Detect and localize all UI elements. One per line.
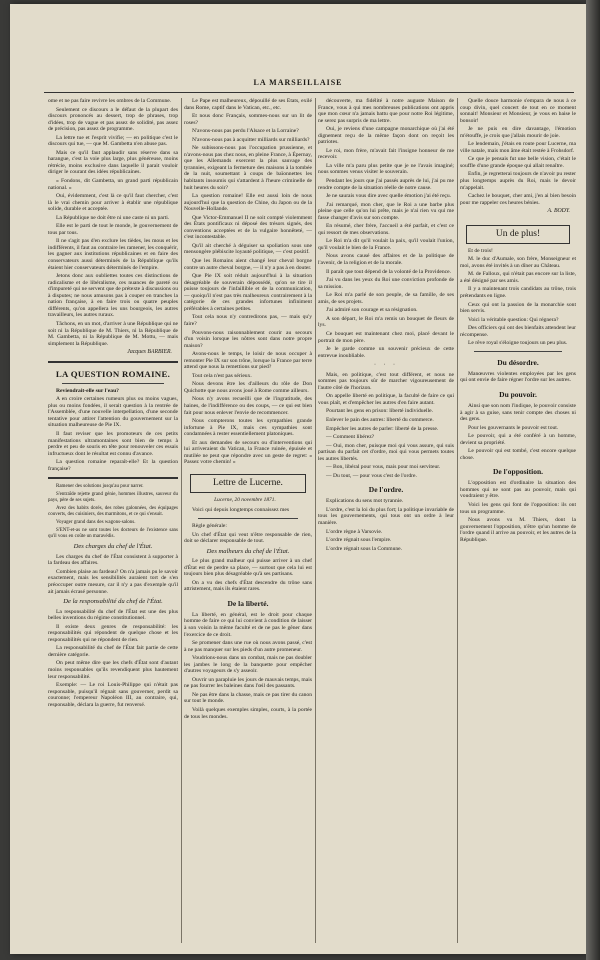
paragraph: J'ai remarqué, mon cher, que le Roi a une barbe plus pleine que celle qu'on lui prête, mais je n'ai rien vu qui me fasse changer d'avis sur son compte. <box>318 201 454 221</box>
paragraph: L'opposition est d'ordinaire la situation des hommes qui ne sont pas au pouvoir, mais qui voudraient y être. <box>460 480 576 500</box>
paragraph: Nous avons causé des affaires et de la politique de l'avenir, de la religion et de la morale. <box>318 253 454 267</box>
article-title: Un de plus! <box>495 228 541 239</box>
paragraph: ome et ne pas faire revivre les ombres de la Commune. <box>48 98 172 104</box>
letter-dateline: Lucerne, 20 novembre 1871. <box>214 496 276 503</box>
paragraph: Et nous donc Français, sommes-nous sur un lit de roses? <box>184 113 312 126</box>
paragraph: Ne subissons-nous pas l'occupation prussienne, et n'avons-nous pas chez nous, en pleine France, à Épernay, que les Allemands exercent la plus sauvage des tyrannies, exigeant la fermeture des maisons à la tombée de la nuit, soumettant à coups de baïonnettes les habitants insoumis qui s'attardent à l'heure criminelle de huit heures du soir? <box>184 145 312 191</box>
column-1 <box>48 98 178 943</box>
paragraph: Le pouvoir qui est tombé, c'est encore quelque chose. <box>460 448 576 461</box>
paragraph: Mais, en politique, c'est tout différent, et nous ne sommes pas toujours sûr de marcher vigoureusement de l'autre côté de l'horizon. <box>318 371 454 391</box>
paragraph: Le rêve royal s'éloigne toujours un peu plus. <box>468 340 568 347</box>
paragraph: — Du tout, — pour vous c'est de l'ordre. <box>326 472 417 479</box>
paragraph: Voudrions-nous dans un combat, mais ne pas doubler les jambes le long de la banquette pour empêcher d'autres voyageurs de s'y asseoir. <box>184 655 312 675</box>
masthead: LA MARSEILLAISE <box>253 78 343 87</box>
paragraph: Le roi, mon frère, m'avait fait l'insigne honneur de me recevoir. <box>318 147 454 161</box>
paragraph: La lettre tue et l'esprit vivifie; — en politique c'est le discours qui tue, — que M. Gambetta n'en abuse pas. <box>48 134 178 148</box>
paragraph: Cachez le bouquet, cher ami, j'en ai bien besoin pour me rappeler ces heures bénies. <box>460 193 576 206</box>
paragraph: La responsabilité du chef de l'État est une des plus belles inventions du régime constitutionnel. <box>48 608 178 622</box>
brief-list <box>48 484 178 540</box>
section-rule <box>48 477 178 479</box>
column-divider-3 <box>457 98 458 943</box>
paragraph: Tout cela nous n'y contredirons pas, — mais qu'y faire? <box>184 314 312 327</box>
paragraph: Le pouvoir, qui a été conféré à un homme, devient sa propriété. <box>460 433 576 446</box>
paragraph: Mais ce qu'il faut applaudir sans réserve dans sa harangue, c'est la voie plus large, plus généreuse, moins rétrécie, moins exclusive dans laquelle il parait vouloir diriger le courant des idées républicaines. <box>48 149 178 176</box>
paragraph: Voici la véritable question: Qui régnera? <box>468 316 559 323</box>
sub-heading: Des malheurs du chef de l'État. <box>206 547 290 555</box>
paragraph: Pour les gouvernants le pouvoir est tout. <box>468 424 559 431</box>
paragraph: L'ordre régnait sous la Commune. <box>326 545 403 552</box>
paragraph: Ouvrir un parapluie les jours de mauvais temps, mais ne pas fourrer les baleines dans l'œil des passants. <box>184 676 312 690</box>
paragraph: — Oui, mon cher, puisque moi qui vous assure, qui suis partisan du parfait cet d'ordre, moi qui vous permets toutes les autres libertés. <box>318 442 454 462</box>
paragraph: S'entraîde rejette grand génie, hommes illustres, sauveur du pays, père de ses sujets. <box>48 492 178 504</box>
paragraph: Le lendemain, j'étais en route pour Lucerne, ma ville natale, mais mon âme était restée à Frohsdorf. <box>460 141 576 154</box>
paragraph: Il paraît que tout dépend de la volonté de la Providence. <box>326 268 452 275</box>
column-divider-2 <box>315 98 316 943</box>
paragraph: Quelle douce harmonie s'empara de nous à ce coup divin, quel concert de tout en ce moment sonnait! Monsieur et Monsieur, je vous en baise le bonsoir! <box>460 98 576 124</box>
paragraph: A en croire certaines rumeurs plus ou moins vagues, plus ou moins fondées, il serait question à la rentrée de l'Assemblée, d'une nouvelle interpellation, d'une seconde tentative pour attirer l'attention du gouvernement sur la situation malheureuse de Pie IX. <box>48 396 178 429</box>
title-box <box>466 225 570 244</box>
paragraph: Ainsi que son nom l'indique, le pouvoir consiste à agir à sa guise, sans tenir compte des choses ni des gens. <box>460 402 576 423</box>
paragraph: Oui, évidemment, c'est là ce qu'il faut chercher, c'est là le vrai chemin pour arriver à établir une république solide, durable et acceptée. <box>48 193 178 213</box>
column-divider-1 <box>181 98 182 943</box>
paragraph: Elle est le parti de tout le monde, le gouvernement de tous par tous. <box>48 223 178 236</box>
paragraph: Explications du sens mot tyrannie. <box>326 498 404 505</box>
paragraph: Manœuvres violentes employées par les gens qui ont envie de faire régner l'ordre sur les autres. <box>460 370 576 384</box>
page-edge-shadow <box>586 0 600 960</box>
column-3 <box>318 98 454 943</box>
paragraph: Nous compterons toutes les sympathies grande infortune à Pie IX, mais ces sympathies sont condamnées à rester essentiellement platoniques. <box>184 418 312 438</box>
paragraph: Il existe deux genres de responsabilité: les responsabilités qui répondent de quelque chose et les responsabilités qui ne répondent de rien. <box>48 623 178 643</box>
paragraph: On peut même dire que les chefs d'État sont d'autant moins responsables qu'ils revendiquent plus hautement leur responsabilité. <box>48 660 178 680</box>
section-rule <box>48 361 178 363</box>
paragraph: Le Roi m'a parlé de son peuple, de sa famille, de ses amis, de ses projets. <box>318 292 454 305</box>
section-rule <box>474 351 562 352</box>
paragraph: Voilà quelques exemples simples, courts, à la portée de tous les mondes. <box>184 707 312 720</box>
paragraph: Un chef d'État qui veut n'être responsable de rien, doit se déclarer responsable de tout. <box>184 531 312 545</box>
paragraph: L'ordre régnait sous l'empire. <box>326 537 392 544</box>
paragraph: Je ne puis en dire davantage, l'émotion m'étouffe, je crois que j'allais mourir de joie. <box>460 126 576 139</box>
paragraph: Voici qui depuis longtemps connaissez mes <box>192 507 289 514</box>
article-intro <box>48 98 178 347</box>
section-heading: LA QUESTION ROMAINE. <box>55 368 171 379</box>
paragraph: La question romaine! Elle est aussi loin de nous aujourd'hui que la question de Chine, du Japon ou de la Nouvelle-Hollande. <box>184 193 312 213</box>
paragraph: Le Roi m'a dit qu'il voulait la paix, qu'il voulait l'union, qu'il voulait le bien de la France. <box>318 238 454 251</box>
paragraph: Que les Romains aient changé leur cheval borgne contre un autre cheval borgne, — il n'y a pas à en douter. <box>184 258 312 271</box>
paragraph: Nous devons être les d'ailleurs du rôle de Don Quichotte que nous avons joué à Rome comme ailleurs. <box>184 381 312 394</box>
paragraph: L'ordre, c'est la loi du plus fort; la politique invariable de tous les gouvernements, qui tous ont un ordre à leur manière. <box>318 506 454 526</box>
paragraph: Jetons donc aux oubliettes toutes ces distinctions de radicalisme et de libéralisme, ces nuances de pareté ou d'impureté qui ne servent que de prétexte à discussions ou à disputes; ne nous amusons pas à couper en tranches la nation française, à en faire trois ou quatre peuples différents, qu'on appellera les uns bourgeois, les autres travailleurs, les autres ruraux. <box>48 273 178 319</box>
sub-heading: De la liberté. <box>227 598 269 608</box>
paragraph: Il y a maintenant trois candidats au trône, trois prétendants en ligne. <box>460 286 576 300</box>
letter-title: Lettre de Lucerne. <box>213 477 283 488</box>
paragraph: Combien plaise au fardeau? On n'a jamais pu le savoir exactement, mais les sensibilités auraient tort de s'en préoccuper outre mesure, car il n'y a pas d'exemple qu'il ait jamais écrasé personne. <box>48 568 178 595</box>
paragraph: Qu'il ait cherché à déguiser sa spoliation sous une mensongère plébiscite loyauté politique, — c'est positif. <box>184 242 312 256</box>
paragraph: Pouvons-nous raisonnablement courir au secours d'un voisin lorsque les nôtres sont dans notre propre maison? <box>184 329 312 349</box>
paragraph: Je le garde comme un souvenir précieux de cette entrevue inoubliable. <box>318 346 454 359</box>
paragraph: découverte, ma fidélité à notre auguste Maison de France, vous à qui mes nombreuses publications ont appris que mon cœur n'a jamais battu que pour notre Roi légitime, ne serez pas surpris de ma lettre. <box>318 98 454 124</box>
paragraph: Le plus grand malheur qui puisse arriver à un chef d'État est de perdre sa place, — surtout que cela lui est toujours bien plus désagréable qu'à ses partisans. <box>184 558 312 578</box>
paragraph: Je ne saurais vous dire avec quelle émotion j'ai été reçu. <box>326 193 452 200</box>
paragraph: Nous avons vu M. Thiers, dont la gouvernement l'opposition, n'être qu'un homme de l'ordre quand il arrive au pouvoir, et les autres de la République. <box>460 517 576 543</box>
paragraph: S'ENT-et-as ne sont toutes les docteurs de l'existence sans qu'il vous en coûte un maravédis. <box>48 528 178 540</box>
signature: A. BODY. <box>547 208 570 215</box>
paragraph: Des officiers qui ont des bienfaits attendent leur récompense. <box>460 325 576 338</box>
paragraph: J'ai vu dans les yeux du Roi une conviction profonde de sa mission. <box>318 277 454 290</box>
paragraph: Ce bouquet est maintenant chez moi, placé devant le portrait de mon père. <box>318 330 454 344</box>
paragraph: On appelle liberté en politique, la faculté de faire ce qui vous plaît, et d'empêcher les autres d'en faire autant. <box>318 393 454 406</box>
paragraph: Ce que je pensais fut une belle vision, c'était le souffle d'une grande époque qui allait renaître. <box>460 156 576 169</box>
column-4 <box>460 98 576 943</box>
newspaper-page <box>10 4 586 954</box>
paragraph: Tâchons, en un mot, d'arriver à une République qui ne soit ni la République de M. Thiers, ni la République de M. Gambetta, ni la République de M. Mottu, — mais simplement la République. <box>48 320 178 347</box>
sub-heading: Du pouvoir. <box>499 389 537 399</box>
section-rule <box>198 518 298 519</box>
paragraph: Enlever le pain des autres: liberté du commerce. <box>326 416 434 423</box>
paragraph: Enfin, je regretterai toujours de n'avoir pu rester plus longtemps auprès du Roi, mais le devoir m'appelait. <box>460 171 576 191</box>
paragraph: N'avons-nous pas à acquitter milliards sur milliards? <box>192 136 310 143</box>
column-2 <box>184 98 312 943</box>
paragraph: Se promener dans une rue où nous avons passé, c'est à ne pas manquer sur les pieds d'un autre promeneur. <box>184 640 312 653</box>
letter-title-box <box>190 474 306 493</box>
paragraph: Ramener des solutions jusqu'au pour narrer. <box>56 484 144 490</box>
sub-heading: De l'opposition. <box>492 467 543 477</box>
heading-rule <box>62 383 164 384</box>
sub-heading: De l'ordre. <box>368 485 404 495</box>
paragraph: La ville m'a paru plus petite que je ne l'avais imaginé; nous sommes venus visiter le souverain. <box>318 162 454 176</box>
paragraph: La responsabilité du chef de l'État fait partie de cette dernière catégorie. <box>48 645 178 658</box>
paragraph: Pendant les jours que j'ai passés auprès de lui, j'ai pu me rendre compte de la situation réelle de notre cause. <box>318 178 454 191</box>
paragraph: Avons-nous le temps, le loisir de nous occuper à remonter Pie IX sur son trône, lorsque la France par terre attend que nous la remettions sur pied? <box>184 351 312 371</box>
paragraph: Il faut reviser que les promoteurs de ces petits manifestations ultramontaines sont bien de temps à perdre et peu de souris en tête pour renouveler ces essais infructueux dont le résultat est connu d'avance. <box>48 430 178 457</box>
paragraph: Règle générale: <box>192 522 227 529</box>
paragraph: — Bon, libéral pour vous, mais pour moi serviteur. <box>326 464 441 471</box>
paragraph: J'ai admiré son courage et sa résignation. <box>326 307 418 314</box>
paragraph: « Fondons, dit Gambetta, un grand parti républicain national. » <box>48 178 178 191</box>
paragraph: Ceux qui ont la passion de la monarchie sont bien servis. <box>460 301 576 315</box>
paragraph: Oui, je reviens d'une campagne monarchique où j'ai été dignement reçu de la même façon dont on reçoit les patriotes. <box>318 126 454 146</box>
paragraph: Tout cela n'est pas sérieux. <box>192 372 252 379</box>
paragraph: On a vu des chefs d'État descendre du trône sans attristement, mais ils étaient rares. <box>184 579 312 593</box>
paragraph: Voici les gens qui font de l'opposition: ils ont tous un programme. <box>460 501 576 515</box>
paragraph: Empêcher les autres de parler: liberté de la presse. <box>326 425 439 432</box>
paragraph: Voyager grand dans des wagons-salons. <box>56 520 136 526</box>
paragraph: Et de trois! <box>468 247 493 254</box>
paragraph: Seulement ce discours a le défaut de la plupart des discours prononcés au dessert, trop de phrases, trop d'idées, trop de vague et pas assez de solidité, pas assez de précision, pas assez de programme. <box>48 106 178 133</box>
paragraph: — Comment libérez? <box>326 434 375 441</box>
paragraph: M. de Falloux, qui n'était pas encore sur la liste, a été désigné par ses amis. <box>460 271 576 284</box>
paragraph: A son départ, le Roi m'a remis un bouquet de fleurs de lys. <box>318 315 454 329</box>
section-separator: · · · <box>374 362 398 369</box>
sub-heading: Du désordre. <box>497 357 539 367</box>
paragraph: Les charges du chef de l'État consistent à supporter à la fardeau des affaires. <box>48 553 178 567</box>
paragraph: L'ordre règne à Varsovie. <box>326 528 383 535</box>
paragraph: Nous n'y avons recueilli que de l'ingratitude, des haines, de l'indifférence ou des coups, — ce qui est bien fait pour nous enlever l'envie de recommencer. <box>184 396 312 416</box>
paragraph: La question romaine reparaît-elle? Et la question française? <box>48 459 178 472</box>
paragraph: Il ne s'agit pas d'en exclure les tièdes, les mous et les indifférents, il faut au contraire les ramener, les conquérir, les gagner aux institutions républicaines et en faire des conservateurs aussi déterminés de la République qu'ils étaient hier conservateurs déterminés de l'empire. <box>48 238 178 271</box>
paragraph: Ne pas être dans la chasse, mais ce pas tirer du canon sur tout le monde. <box>184 691 312 705</box>
paragraph: Reviendrait-elle sur l'eau? <box>56 387 119 394</box>
sub-heading: De la responsabilité du chef de l'État. <box>63 598 163 606</box>
sub-heading: Des charges du chef de l'État. <box>73 543 153 551</box>
paragraph: La République ne doit être ni une caste ni un parti. <box>56 214 170 221</box>
masthead-rule <box>44 92 574 93</box>
paragraph: Que Victor-Emmanuel II ne soit compté violemment des États pontificaux ni déposé des trésors signés, des conventions acceptées et de la vulgaire honnêteté, — c'est incontestable. <box>184 214 312 241</box>
paragraph: M. le duc d'Aumale, son frère, Monseigneur et moi, avons été invités à un dîner au Château. <box>460 256 576 269</box>
paragraph: Avez des habits dorés, des robes galonnées, des équipages couverts, des cuisiniers, des marmitons, et ce qui s'ensuit. <box>48 506 178 518</box>
paragraph: N'avons-nous pas perdu l'Alsace et la Lorraine? <box>192 128 299 135</box>
paragraph: En résumé, cher frère, l'accueil a été parfait, et c'est ce qui ressort de mes observations. <box>318 223 454 236</box>
signature: Jacques BARBIER. <box>127 349 172 356</box>
paragraph: Exemple: — Le roi Louis-Philippe qui n'était pas responsable, puisqu'il régnait sans gouverner, perdit sa couronne; l'empereur Napoléon III, au contraire, qui, responsable, déclara la guerre, fut renversé. <box>48 682 178 708</box>
paragraph: Que Pie IX soit réduit aujourd'hui à la situation désagréable de souverain dépossédé, qu'on se tire il puisse toujours de l'infaillible et de la communication, — quoiqu'il n'est pas très malheureux contrairement à la catégorie de ces grandes infortunes infiniment préférables à certaines petites. <box>184 273 312 312</box>
paragraph: Le Pape est malheureux, dépouillé de ses États, exilé dans Rome, captif dans le Vatican, etc., etc. <box>184 98 312 111</box>
paragraph: Et aux demandes de secours ou d'interventions qui lui arriveraient du Vatican, la France ruinée, épuisée et mutilée ne peut que répondre avec un geste de regret: « Passez votre chemin! » <box>184 439 312 466</box>
paragraph: Pourtant les gens en prison: liberté individuelle. <box>326 408 434 415</box>
paragraph: La liberté, en général, est le droit pour chaque homme de faire ce qui lui convient à condition de laisser à son voisin la même faculté et de ne pas le gêner dans l'exercice de ce droit. <box>184 611 312 638</box>
